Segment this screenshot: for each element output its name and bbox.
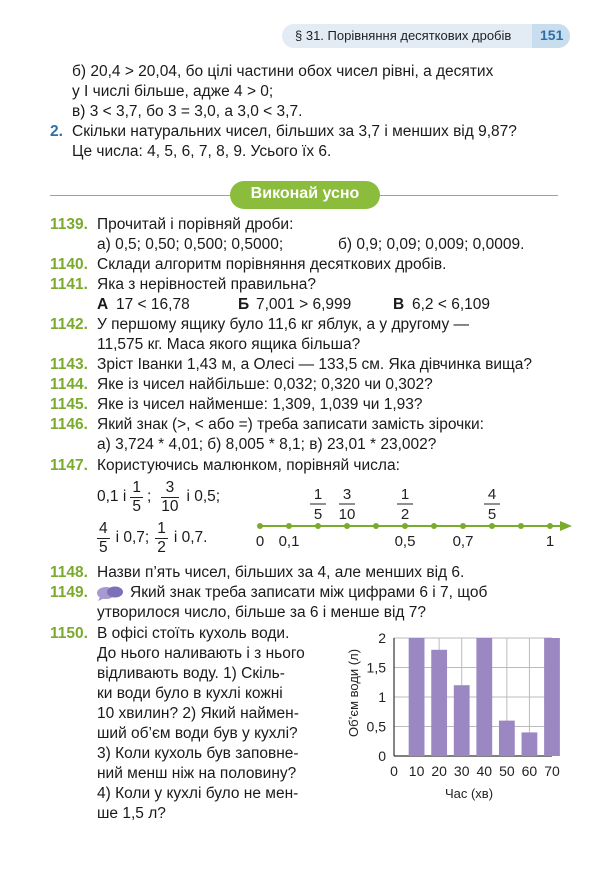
chart-x-tick: 40 [476,763,493,779]
numerator: 3 [161,479,178,498]
number-line-label: 0,5 [394,533,416,550]
fraction-denominator: 2 [400,506,410,523]
number-line-tick [489,523,495,529]
denominator: 2 [157,538,166,556]
task-1142-line2: 11,575 кг. Маса якого ящика більша? [97,336,361,353]
task-1141-number: 1141. [50,276,88,293]
section-title: Виконай усно [250,185,360,202]
fraction-numerator: 4 [487,486,497,503]
answer-b-line2: у І числі більше, адже 4 > 0; [72,83,274,100]
compare-1-fraction-1 [130,479,143,516]
chart-x-tick: 30 [453,763,470,779]
task-1143-number: 1143. [50,356,88,373]
compare-2-b: і 0,7. [173,529,208,546]
task-1149-number: 1149. [50,584,88,601]
fraction-denominator: 10 [338,506,356,523]
section-header: § 31. Порівняння десяткових дробів [295,28,512,43]
task-1150-number: 1150. [50,625,88,642]
option-b-text: 7,001 > 6,999 [256,296,352,313]
task-1150-line: 10 хвилин? 2) Який наймен- [97,705,299,722]
denominator: 5 [99,538,108,556]
fraction-numerator: 1 [400,486,410,503]
chart-bar [409,638,425,756]
option-a-letter: А [97,296,109,313]
numerator: 1 [132,478,141,496]
compare-1-b: і 0,5; [186,488,221,505]
option-b-letter: Б [238,296,250,313]
chart-y-tick: 1 [378,689,386,705]
task-1146-line1: Який знак (>, < або =) треба записати замість зірочки: [97,416,484,433]
number-line-tick [547,523,553,529]
number-line-label: 0 [255,533,265,550]
task-1145-number: 1145. [50,396,88,413]
number-line-label: 0,7 [452,533,474,550]
task-1149-line1: Який знак треба записати між цифрами 6 і 7, щоб [130,584,488,601]
chart-bar [454,685,470,756]
task-1150-line: ний менш ніж на половину? [97,765,297,782]
numerator: 1 [157,519,166,537]
number-line-tick [257,523,263,529]
number-line [250,484,580,554]
number-line-tick [344,523,350,529]
chart-x-tick: 60 [521,763,538,779]
chart-bar [522,732,538,756]
task-1146-number: 1146. [50,416,88,433]
question-2-line1: Скільки натуральних чисел, більших за 3,7 і менших від 9,87? [72,123,517,140]
task-1150-line: ки води було в кухлі кожні [97,685,283,702]
task-1148-text: Назви п’ять чисел, більших за 4, але менших від 6. [97,564,465,581]
denominator: 10 [161,497,179,515]
task-1144-number: 1144. [50,376,88,393]
chart-y-axis-label: Об’єм води (л) [346,648,361,738]
number-line-tick [431,523,437,529]
answer-b-line1: б) 20,4 > 20,04, бо цілі частини обох чисел рівні, а десятих [72,63,494,80]
task-1146-line2: а) 3,724 * 4,01; б) 8,005 * 8,1; в) 23,01 * 23,002? [97,436,437,453]
compare-2-fraction-1 [97,520,110,557]
number-line-tick [460,523,466,529]
separator: ; [146,488,152,505]
compare-row-1 [97,477,220,517]
task-1150-line: 3) Коли кухоль був заповне- [97,745,299,762]
task-1139-b: б) 0,9; 0,09; 0,009; 0,0009. [338,236,525,253]
task-1149-line2: утворилося число, більше за 6 і менше від 7? [97,604,427,621]
chart-y-tick: 0 [378,748,386,764]
task-1150-text [97,624,325,824]
fraction-numerator: 1 [313,486,323,503]
task-1139-text: Прочитай і порівняй дроби: [97,216,294,233]
task-1150-line: ший об’єм води був у кухлі? [97,725,298,742]
water-volume-chart [336,626,566,808]
option-v-text: 6,2 < 6,109 [412,296,490,313]
task-1141-text: Яка з нерівностей правильна? [97,276,317,293]
number-line-tick [315,523,321,529]
task-1145-text: Яке із чисел найменше: 1,309, 1,039 чи 1,93? [97,396,423,413]
task-1147-number: 1147. [50,457,88,474]
number-line-label: 1 [545,533,555,550]
compare-2-a: і 0,7; [115,529,150,546]
chart-bar [544,638,560,756]
number-line-tick [373,523,379,529]
task-1150-line: ше 1,5 л? [97,805,166,822]
page-number: 151 [540,27,564,43]
task-1140-number: 1140. [50,256,88,273]
chart-y-tick: 1,5 [366,659,386,676]
question-2-line2: Це числа: 4, 5, 6, 7, 8, 9. Усього їх 6. [72,143,332,160]
task-1150-line: 4) Коли у кухлі було не мен- [97,785,299,802]
task-1139-a: а) 0,5; 0,50; 0,500; 0,5000; [97,236,284,253]
task-1147-text: Користуючись малюнком, порівняй числа: [97,457,400,474]
number-line-tick [402,523,408,529]
question-2-number: 2. [50,123,63,140]
number-line-tick [518,523,524,529]
task-1143-text: Зріст Іванки 1,43 м, а Олесі — 133,5 см. Яка дівчинка вища? [97,356,533,373]
compare-1-fraction-2 [161,479,178,516]
number-line-arrow [560,521,572,531]
chart-x-axis-label: Час (хв) [444,786,494,801]
fraction-numerator: 3 [342,486,352,503]
fraction-denominator: 5 [313,506,323,523]
chart-x-tick: 70 [544,763,560,779]
option-v-letter: В [393,296,405,313]
chart-bar [476,638,492,756]
task-1150-line: В офісі стоїть кухоль води. [97,625,290,642]
chart-x-tick: 50 [499,763,515,779]
numerator: 4 [99,519,108,537]
chart-x-tick: 10 [408,763,425,779]
task-1142-line1: У першому ящику було 11,6 кг яблук, а у другому — [97,316,470,333]
task-1144-text: Яке із чисел найбільше: 0,032; 0,320 чи 0,302? [97,376,433,393]
task-1139-number: 1139. [50,216,88,233]
number-line-tick [286,523,292,529]
fraction-denominator: 5 [487,506,497,523]
chart-x-tick: 0 [390,763,398,779]
answer-v-line: в) 3 < 3,7, бо 3 = 3,0, а 3,0 < 3,7. [72,103,303,120]
number-line-label: 0,1 [278,533,300,550]
compare-1-a: 0,1 і [97,488,127,505]
chart-y-tick: 2 [378,630,386,646]
speech-bubble-icon [96,585,124,601]
chart-x-tick: 20 [431,763,447,779]
task-1150-line: відливають воду. 1) Скіль- [97,665,285,682]
chart-bar [499,721,515,756]
task-1148-number: 1148. [50,564,88,581]
compare-row-2 [97,518,207,558]
denominator: 5 [132,497,141,515]
option-a-text: 17 < 16,78 [116,296,190,313]
chart-y-tick: 0,5 [366,718,386,735]
task-1140-text: Склади алгоритм порівняння десяткових дробів. [97,256,447,273]
task-1142-number: 1142. [50,316,88,333]
task-1150-line: До нього наливають і з нього [97,645,305,662]
compare-2-fraction-2 [155,520,168,557]
chart-bar [431,650,447,756]
